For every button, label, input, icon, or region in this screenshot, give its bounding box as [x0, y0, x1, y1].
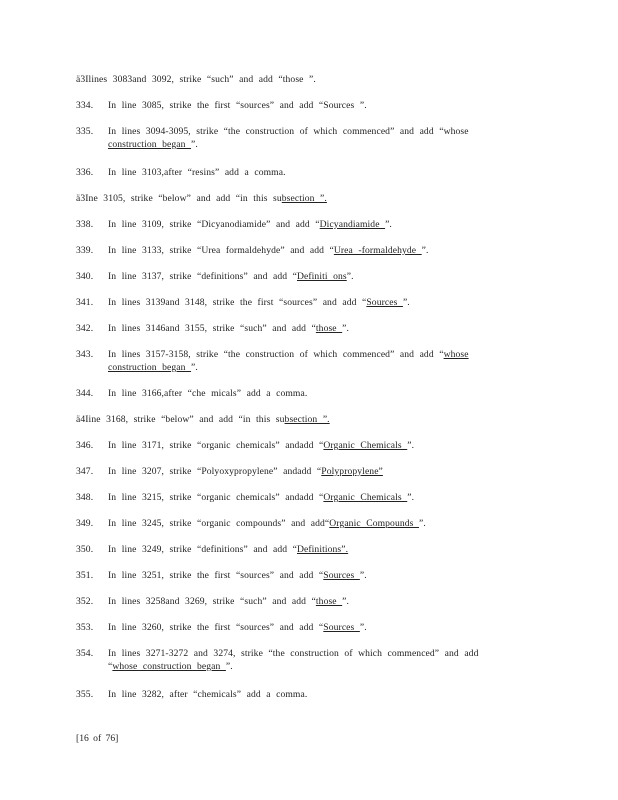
- underlined-insertion: whose: [443, 349, 469, 360]
- underlined-insertion: Sources: [366, 297, 403, 308]
- text-segment: In lines 3139and 3148, strike the first “sources” and add “: [108, 297, 367, 308]
- item-text: [108, 270, 518, 283]
- item-text: [108, 595, 518, 608]
- text-segment: In line 3260, strike the first “sources” and add “: [108, 622, 324, 633]
- text-segment: In line 3103,after “resins” add a comma.: [108, 167, 286, 178]
- item-number: 349.: [76, 518, 94, 529]
- item-number: 341.: [76, 297, 94, 308]
- text-segment: In line 3137, strike “definitions” and add “: [108, 271, 297, 282]
- item-text: [108, 647, 518, 673]
- item-text: [108, 348, 518, 374]
- text-segment: “: [108, 661, 113, 672]
- text-segment: In lines 3271-3272 and 3274, strike “the construction of which commenced” and add: [108, 648, 479, 659]
- item-number: 347.: [76, 466, 94, 477]
- item-number: 334.: [76, 100, 94, 111]
- text-segment: ”.: [191, 362, 198, 373]
- item-text: [108, 387, 518, 400]
- text-segment: ”.: [385, 219, 392, 230]
- text-segment: ”.: [407, 440, 415, 451]
- item-number: 344.: [76, 388, 94, 399]
- item-text: [76, 73, 486, 86]
- item-text: [108, 99, 518, 112]
- text-segment: In line 3282, after “chemicals” add a comma.: [108, 689, 308, 700]
- text-segment: ä3Ilines 3083and 3092, strike “such” and add “those ”.: [76, 74, 316, 85]
- text-segment: In lines 3146and 3155, strike “such” and add “: [108, 323, 316, 334]
- text-segment: In line 3085, strike the first “sources” and add “Sources ”.: [108, 100, 367, 111]
- item-number: 342.: [76, 323, 94, 334]
- item-number: 339.: [76, 245, 94, 256]
- underlined-insertion: those: [315, 323, 343, 334]
- item-text: [108, 439, 518, 452]
- item-text: [76, 192, 486, 205]
- item-number: 354.: [76, 648, 94, 659]
- underlined-insertion: those: [315, 596, 343, 607]
- text-segment: In lines 3094-3095, strike “the construction of which commenced” and add “whose: [108, 126, 469, 137]
- text-segment: ”.: [359, 570, 367, 581]
- text-segment: ”.: [342, 596, 350, 607]
- item-number: 340.: [76, 271, 94, 282]
- item-text: [108, 125, 518, 151]
- item-number: 343.: [76, 349, 94, 360]
- text-segment: In line 3251, strike the first “sources” and add “: [108, 570, 324, 581]
- underlined-insertion: construction began: [108, 362, 192, 373]
- item-text: [108, 491, 518, 504]
- underlined-insertion: Organic Chemicals: [323, 440, 408, 451]
- underlined-insertion: Organic Compounds: [329, 518, 419, 529]
- underlined-insertion: Sources: [323, 622, 360, 633]
- item-text: [108, 322, 518, 335]
- text-segment: In line 3166,after “che micals” add a comma.: [108, 388, 308, 399]
- item-text: [108, 543, 518, 556]
- item-number: 335.: [76, 126, 94, 137]
- underlined-insertion: Polypropylene”: [321, 466, 383, 477]
- underlined-insertion: construction began: [108, 139, 192, 150]
- item-text: [108, 244, 518, 257]
- item-text: [108, 218, 518, 231]
- item-number: 336.: [76, 167, 94, 178]
- item-number: 350.: [76, 544, 94, 555]
- text-segment: ä4Iine 3168, strike “below” and add “in this su: [76, 414, 285, 425]
- item-number: 352.: [76, 596, 94, 607]
- underlined-insertion: bsection ”.: [281, 193, 327, 204]
- item-text: [108, 569, 518, 582]
- underlined-insertion: Definitions”.: [296, 544, 349, 555]
- item-number: 355.: [76, 689, 94, 700]
- item-text: [108, 517, 518, 530]
- text-segment: ”.: [418, 518, 426, 529]
- item-text: [108, 296, 518, 309]
- item-number: 346.: [76, 440, 94, 451]
- text-segment: ”.: [346, 271, 354, 282]
- underlined-insertion: Organic Chemicals: [323, 492, 408, 503]
- underlined-insertion: whose construction began: [112, 661, 226, 672]
- item-number: 348.: [76, 492, 94, 503]
- text-segment: ”.: [359, 622, 367, 633]
- item-text: [108, 166, 518, 179]
- text-segment: ”.: [421, 245, 429, 256]
- item-text: [76, 413, 486, 426]
- text-segment: ”.: [402, 297, 410, 308]
- text-segment: ”.: [191, 139, 198, 150]
- item-number: 338.: [76, 219, 94, 230]
- text-segment: In line 3215, strike “organic chemicals” andadd “: [108, 492, 324, 503]
- underlined-insertion: Dicyandiamide: [319, 219, 386, 230]
- text-segment: In line 3245, strike “organic compounds” and add“: [108, 518, 330, 529]
- text-segment: In line 3207, strike “Polyoxypropylene” andadd “: [108, 466, 322, 477]
- underlined-insertion: bsection ”.: [284, 414, 330, 425]
- text-segment: In lines 3258and 3269, strike “such” and add “: [108, 596, 316, 607]
- underlined-insertion: Definiti ons: [296, 271, 347, 282]
- item-text: [108, 465, 518, 478]
- item-number: 351.: [76, 570, 94, 581]
- text-segment: ”.: [407, 492, 415, 503]
- text-segment: ”.: [225, 661, 233, 672]
- item-number: 353.: [76, 622, 94, 633]
- underlined-insertion: Sources: [323, 570, 360, 581]
- item-text: [108, 688, 518, 701]
- text-segment: In lines 3157-3158, strike “the construction of which commenced” and add “: [108, 349, 444, 360]
- item-text: [108, 621, 518, 634]
- text-segment: In line 3249, strike “definitions” and add “: [108, 544, 297, 555]
- text-segment: ”.: [342, 323, 350, 334]
- underlined-insertion: Urea -formaldehyde: [333, 245, 422, 256]
- text-segment: In line 3171, strike “organic chemicals” andadd “: [108, 440, 324, 451]
- text-segment: In line 3133, strike “Urea formaldehyde” and add “: [108, 245, 334, 256]
- page-number: [16 of 76]: [76, 733, 119, 744]
- text-segment: ä3Ine 3105, strike “below” and add “in this su: [76, 193, 282, 204]
- text-segment: In line 3109, strike “Dicyanodiamide” and add “: [108, 219, 320, 230]
